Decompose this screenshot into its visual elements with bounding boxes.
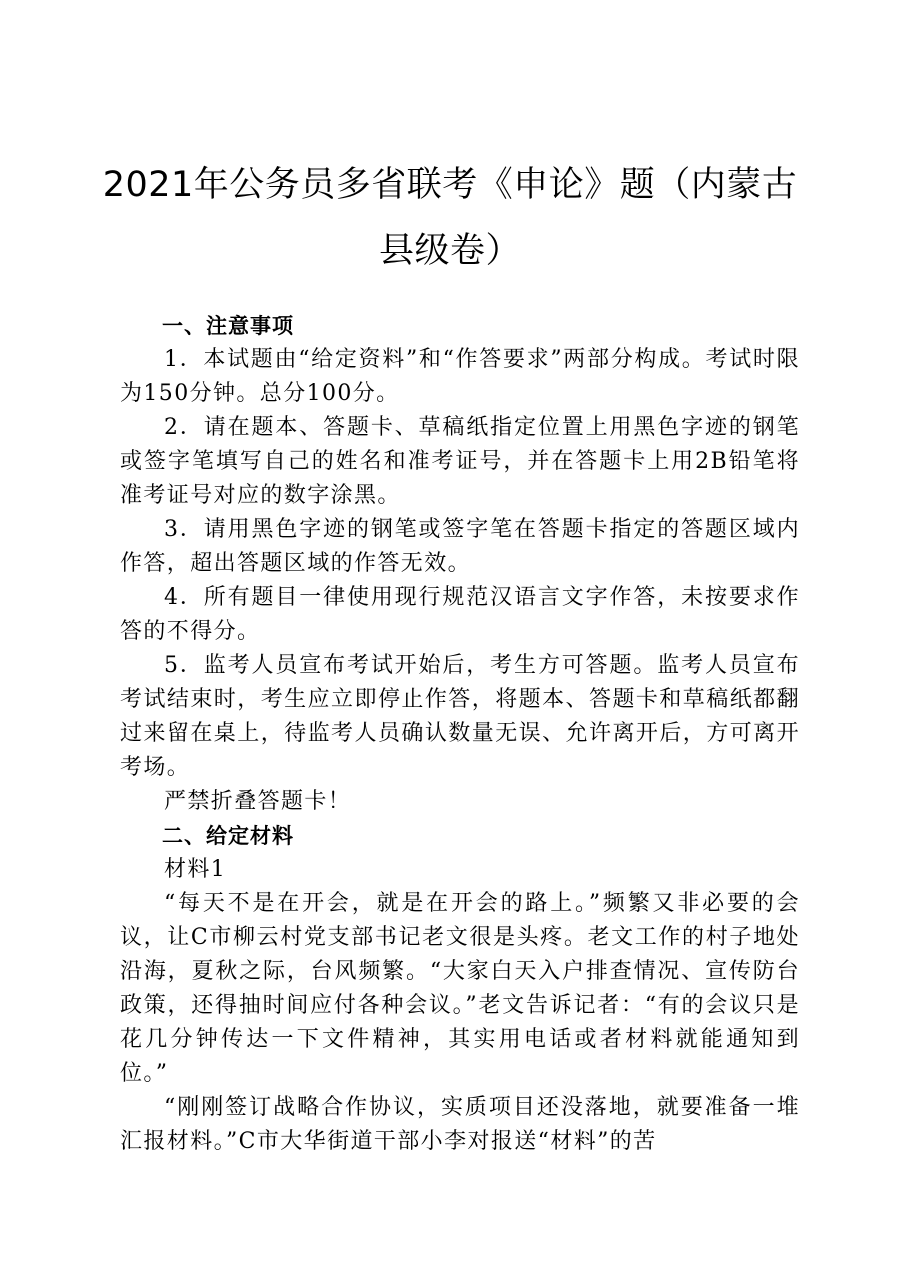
note-item-5: 5．监考人员宣布考试开始后，考生方可答题。监考人员宣布考试结束时，考生应立即停止作答，将题本、答题卡和草稿纸都翻过来留在桌上，待监考人员确认数量无误、允许离开后，方可离开考场。 bbox=[120, 653, 800, 780]
material-paragraph-1: “每天不是在开会，就是在开会的路上。”频繁又非必要的会议，让C市柳云村党支部书记老文很是头疼。老文工作的村子地处沿海，夏秋之际，台风频繁。“大家白天入户排查情况、宣传防台政策，还得抽时间应付各种会议。”老文告诉记者：“有的会议只是花几分钟传达一下文件精神，其实用电话或者材料就能通知到位。” bbox=[120, 891, 800, 1086]
document-body bbox=[120, 309, 800, 1159]
material-paragraph-2: “刚刚签订战略合作协议，实质项目还没落地，就要准备一堆汇报材料。”C市大华街道干部小李对报送“材料”的苦 bbox=[120, 1095, 800, 1154]
section-heading-materials: 二、给定材料 bbox=[162, 824, 294, 848]
material-label: 材料1 bbox=[164, 857, 227, 882]
note-item-1: 1．本试题由“给定资料”和“作答要求”两部分构成。考试时限为150分钟。总分100分。 bbox=[120, 347, 800, 406]
warning-text: 严禁折叠答题卡！ bbox=[164, 789, 352, 814]
section-heading-notes: 一、注意事项 bbox=[162, 314, 294, 338]
title-line-1: 2021年公务员多省联考《申论》题（内蒙古 bbox=[102, 165, 798, 205]
title-line-2: 县级卷） bbox=[378, 231, 521, 271]
note-item-3: 3．请用黑色字迹的钢笔或签字笔在答题卡指定的答题区域内作答，超出答题区域的作答无效。 bbox=[120, 517, 800, 576]
note-item-4: 4．所有题目一律使用现行规范汉语言文字作答，未按要求作答的不得分。 bbox=[120, 585, 800, 644]
note-item-2: 2．请在题本、答题卡、草稿纸指定位置上用黑色字迹的钢笔或签字笔填写自己的姓名和准考证号，并在答题卡上用2B铅笔将准考证号对应的数字涂黑。 bbox=[120, 415, 800, 508]
document-title bbox=[100, 152, 800, 284]
